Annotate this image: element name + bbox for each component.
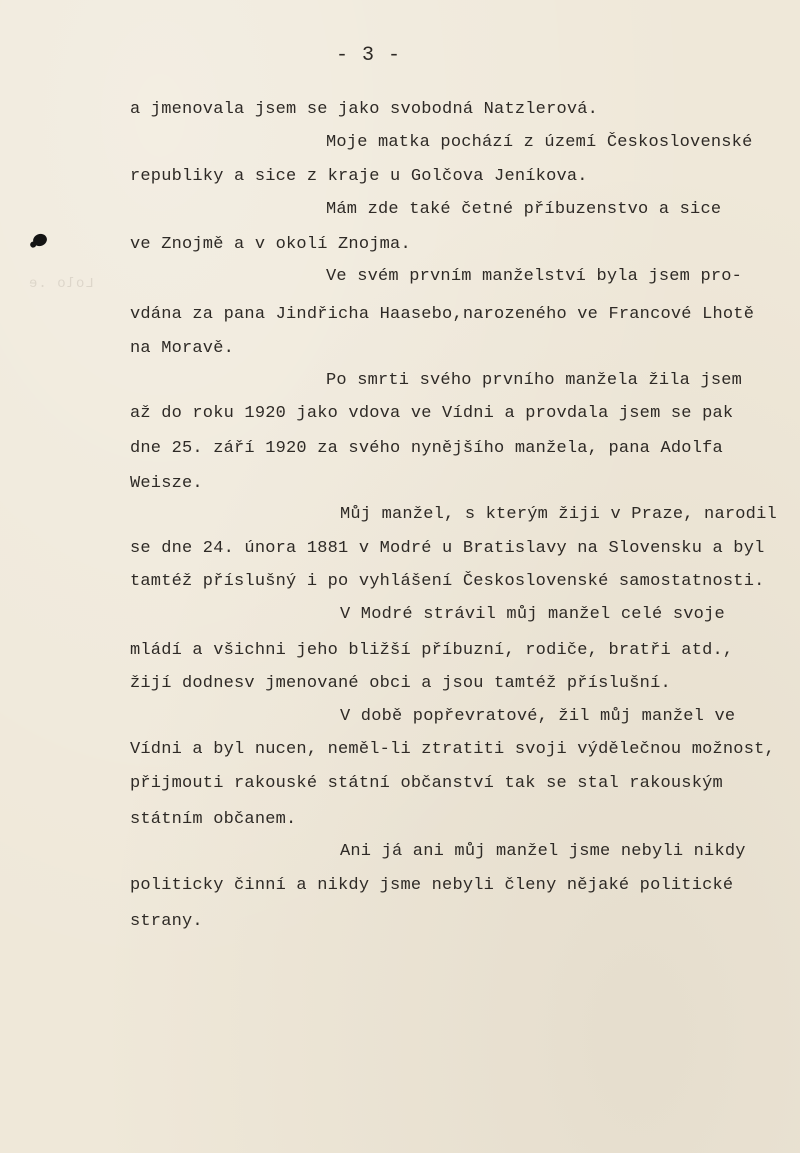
bleed-through-text: Lolo .e bbox=[28, 276, 94, 292]
text-line: přijmouti rakouské státní občanství tak se stal rakouským bbox=[130, 774, 723, 793]
text-line: Po smrti svého prvního manžela žila jsem bbox=[326, 371, 743, 390]
text-line: Mám zde také četné příbuzenstvo a sice bbox=[326, 200, 722, 219]
text-line: dne 25. září 1920 za svého nynějšího manžela, pana Adolfa bbox=[130, 439, 723, 458]
text-line: Můj manžel, s kterým žiji v Praze, narodil bbox=[340, 505, 777, 524]
text-line: V době popřevratové, žil můj manžel ve bbox=[340, 707, 736, 726]
text-line: Ve svém prvním manželství byla jsem pro- bbox=[326, 267, 743, 286]
text-line: vdána za pana Jindřicha Haasebo,narozeného ve Francové Lhotě bbox=[130, 305, 755, 324]
text-line: státním občanem. bbox=[130, 810, 297, 829]
text-line: na Moravě. bbox=[130, 339, 235, 358]
text-line: politicky činní a nikdy jsme nebyli členy nějaké politické bbox=[130, 876, 734, 895]
text-line: strany. bbox=[130, 912, 203, 931]
text-line: tamtéž příslušný i po vyhlášení Československé samostatnosti. bbox=[130, 572, 765, 591]
text-line: žijí dodnesv jmenované obci a jsou tamtéž příslušní. bbox=[130, 674, 671, 693]
text-line: až do roku 1920 jako vdova ve Vídni a provdala jsem se pak bbox=[130, 404, 734, 423]
text-line: Vídni a byl nucen, neměl-li ztratiti svoji výdělečnou možnost, bbox=[130, 740, 775, 759]
text-line: ve Znojmě a v okolí Znojma. bbox=[130, 235, 411, 254]
text-line: V Modré strávil můj manžel celé svoje bbox=[340, 605, 725, 624]
text-line: a jmenovala jsem se jako svobodná Natzlerová. bbox=[130, 100, 599, 119]
text-line: mládí a všichni jeho bližší příbuzní, rodiče, bratři atd., bbox=[130, 641, 734, 660]
text-line: Moje matka pochází z území Československé bbox=[326, 133, 753, 152]
page-number: - 3 - bbox=[336, 44, 402, 67]
text-line: Ani já ani můj manžel jsme nebyli nikdy bbox=[340, 842, 746, 861]
text-line: Weisze. bbox=[130, 474, 203, 493]
text-line: se dne 24. února 1881 v Modré u Bratislavy na Slovensku a byl bbox=[130, 539, 765, 558]
punch-hole-mark bbox=[31, 232, 48, 248]
text-line: republiky a sice z kraje u Golčova Jeníkova. bbox=[130, 167, 588, 186]
